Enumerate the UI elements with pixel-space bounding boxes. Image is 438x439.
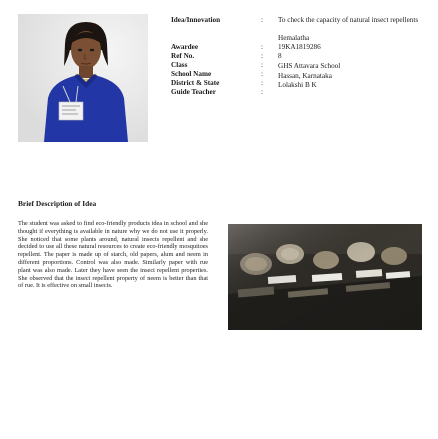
info-value-class: 8 [278, 52, 282, 60]
info-value-district: Hassan, Karnataka [278, 72, 332, 80]
project-display-image [228, 224, 422, 330]
info-row-idea [171, 16, 220, 25]
info-row-refno [171, 52, 194, 61]
description-title: Brief Description of Idea [18, 199, 97, 208]
description-body: The student was asked to find eco-friendly products idea in school and she thought if everything is available in nature why we do not use it properly. She noticed that some plants around, natural insects repellent and she decided to use all these natural resources to create eco-friendly mosquitoes repellent. The paper is made up of starch, old papers, alum and neem in different proportions. Control was also made. Similarly paper with rue plant was also made. Later they have seen the insect repellent properties. She observed that the insect repellent property of neem is better than that of rue. It is effective on small insects. [18, 220, 208, 290]
info-value-idea: To check the capacity of natural insect repellents [278, 16, 419, 24]
info-value-awardee: Hemalatha [278, 34, 310, 42]
info-value-school: GHS Attavara School [278, 62, 341, 70]
info-label-refno: Ref No. [171, 52, 195, 60]
info-label-guide: Guide Teacher [171, 88, 216, 96]
info-label-district: District & State [171, 79, 220, 87]
info-value-refno: 19KA1819286 [278, 43, 321, 51]
info-row-school [171, 70, 211, 79]
student-portrait-photo [18, 14, 148, 142]
info-separator: : [261, 88, 263, 96]
student-portrait-image [18, 14, 148, 142]
info-label-class: Class [171, 61, 188, 69]
project-display-photo [228, 224, 422, 330]
info-label-idea: Idea/Innovation [171, 16, 221, 24]
info-separator: : [261, 52, 263, 60]
info-label-awardee: Awardee [171, 43, 199, 51]
info-label-school: School Name [171, 70, 212, 78]
info-row-district [171, 79, 219, 88]
info-row-awardee [171, 43, 198, 52]
info-value-guide: Lolakshi B K [278, 81, 317, 89]
info-separator: : [261, 16, 263, 24]
info-separator: : [261, 61, 263, 69]
info-row-class [171, 61, 187, 70]
awardee-info-table [171, 16, 431, 126]
info-separator: : [261, 43, 263, 51]
info-separator: : [261, 70, 263, 78]
info-row-guide [171, 88, 216, 97]
info-separator: : [261, 79, 263, 87]
